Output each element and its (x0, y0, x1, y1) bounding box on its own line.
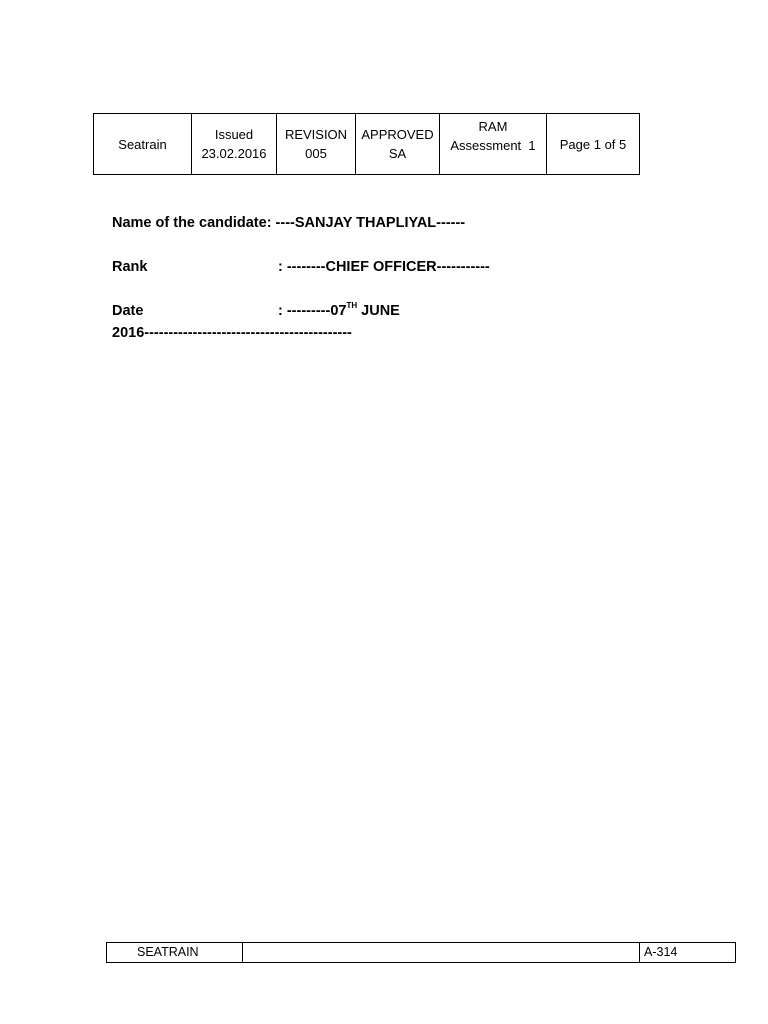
footer-code: A-314 (644, 945, 678, 959)
footer-middle-cell (243, 943, 640, 963)
footer-code-cell (640, 943, 736, 963)
candidate-date-line (112, 301, 400, 321)
header-issued-label: Issued (214, 127, 254, 142)
header-company: Seatrain (118, 136, 167, 152)
footer-company-cell (107, 943, 243, 963)
candidate-rank-line (112, 257, 490, 277)
document-header-table (93, 113, 640, 175)
header-assessment-line1: RAM (478, 119, 508, 134)
header-page-cell (547, 114, 640, 175)
header-issued-date: 23.02.2016 (201, 146, 267, 161)
candidate-rank-label: Rank (112, 259, 148, 275)
header-revision-label: REVISION (284, 127, 348, 142)
header-approved-by: SA (388, 146, 407, 161)
footer-company: SEATRAIN (137, 945, 199, 959)
header-approved-label: APPROVED (361, 127, 434, 142)
candidate-name-line (112, 213, 465, 233)
candidate-date-prefix: : ---------07 (278, 303, 347, 319)
candidate-date-label: Date (112, 303, 144, 319)
candidate-date-ordinal: TH (346, 301, 358, 310)
candidate-date-continuation-line (112, 323, 352, 343)
candidate-name-label: Name of the candidate: (112, 215, 272, 231)
header-revision-number: 005 (305, 146, 327, 161)
footer-row (107, 943, 736, 963)
header-assessment-cell (440, 114, 547, 175)
document-footer-table (106, 942, 736, 963)
candidate-date-month: JUNE (357, 303, 400, 319)
candidate-name-value: ----SANJAY THAPLIYAL------ (271, 215, 466, 231)
candidate-rank-value: : --------CHIEF OFFICER----------- (278, 259, 490, 275)
candidate-date-value (278, 301, 400, 321)
header-row (94, 114, 640, 175)
header-assessment-line2: Assessment 1 (450, 138, 536, 153)
header-issued-cell (192, 114, 277, 175)
header-approved-cell (356, 114, 440, 175)
header-revision-cell (277, 114, 356, 175)
header-company-cell (94, 114, 192, 175)
candidate-date-continuation: 2016------------------------------------------- (112, 325, 352, 341)
header-page-info: Page 1 of 5 (559, 136, 627, 152)
